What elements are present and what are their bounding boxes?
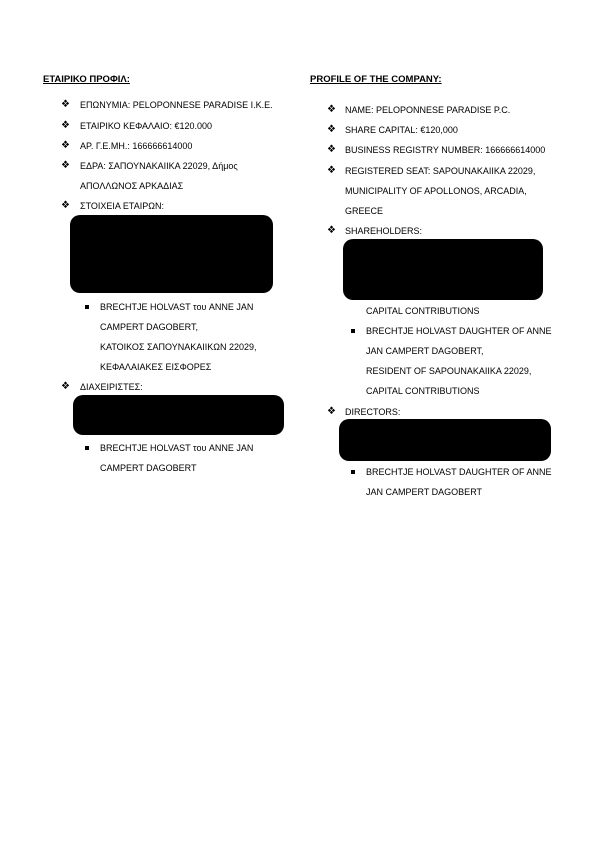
redaction-block bbox=[339, 419, 551, 461]
english-capital-contributions-line: CAPITAL CONTRIBUTIONS bbox=[366, 306, 480, 316]
diamond-bullet-icon: ❖ bbox=[61, 99, 70, 110]
diamond-bullet-icon: ❖ bbox=[61, 381, 70, 392]
english-registry-item: BUSINESS REGISTRY NUMBER: 166666614000 bbox=[345, 145, 546, 155]
redaction-block bbox=[343, 239, 543, 300]
diamond-bullet-icon: ❖ bbox=[327, 406, 336, 417]
greek-name-item: ΕΠΩΝΥΜΙΑ: PELOPONNESE PARADISE I.K.E. bbox=[80, 100, 273, 110]
english-shareholders-label: SHAREHOLDERS: bbox=[345, 226, 423, 236]
diamond-bullet-icon: ❖ bbox=[327, 165, 336, 176]
english-directors-label: DIRECTORS: bbox=[345, 407, 401, 417]
english-seat-item-continued: MUNICIPALITY OF APOLLONOS, ARCADIA, bbox=[345, 186, 527, 196]
english-shareholder-line: JAN CAMPERT DAGOBERT, bbox=[366, 346, 484, 356]
diamond-bullet-icon: ❖ bbox=[327, 124, 336, 135]
english-shareholder-line: RESIDENT OF SAPOUNAKAIIKA 22029, bbox=[366, 366, 532, 376]
diamond-bullet-icon: ❖ bbox=[61, 140, 70, 151]
english-seat-item: REGISTERED SEAT: SAPOUNAKAIIKA 22029, bbox=[345, 166, 536, 176]
english-director-line: JAN CAMPERT DAGOBERT bbox=[366, 487, 483, 497]
redaction-block bbox=[70, 215, 273, 293]
english-capital-item: SHARE CAPITAL: €120,000 bbox=[345, 125, 458, 135]
greek-shareholder-line: CAMPERT DAGOBERT, bbox=[100, 322, 199, 332]
diamond-bullet-icon: ❖ bbox=[327, 225, 336, 236]
english-director-line: BRECHTJE HOLVAST DAUGHTER OF ANNE bbox=[366, 467, 552, 477]
diamond-bullet-icon: ❖ bbox=[61, 200, 70, 211]
redaction-block bbox=[73, 395, 284, 435]
greek-director-line: BRECHTJE HOLVAST του ANNE JAN bbox=[100, 443, 254, 453]
square-bullet-icon bbox=[351, 470, 355, 474]
english-seat-item-continued: GREECE bbox=[345, 206, 384, 216]
greek-director-line: CAMPERT DAGOBERT bbox=[100, 463, 197, 473]
square-bullet-icon bbox=[351, 329, 355, 333]
greek-registry-item: ΑΡ. Γ.Ε.ΜΗ.: 166666614000 bbox=[80, 141, 193, 151]
square-bullet-icon bbox=[85, 305, 89, 309]
diamond-bullet-icon: ❖ bbox=[327, 144, 336, 155]
greek-shareholder-line: BRECHTJE HOLVAST του ANNE JAN bbox=[100, 302, 254, 312]
english-name-item: NAME: PELOPONNESE PARADISE P.C. bbox=[345, 105, 511, 115]
diamond-bullet-icon: ❖ bbox=[61, 120, 70, 131]
greek-capital-item: ΕΤΑΙΡΙΚΟ ΚΕΦΑΛΑΙΟ: €120.000 bbox=[80, 121, 213, 131]
english-shareholder-line: CAPITAL CONTRIBUTIONS bbox=[366, 386, 480, 396]
greek-shareholder-line: ΚΕΦΑΛΑΙΑΚΕΣ ΕΙΣΦΟΡΕΣ bbox=[100, 362, 212, 372]
greek-profile-heading: ΕΤΑΙΡΙΚΟ ΠΡΟΦΙΛ: bbox=[43, 74, 130, 85]
diamond-bullet-icon: ❖ bbox=[327, 104, 336, 115]
english-shareholder-line: BRECHTJE HOLVAST DAUGHTER OF ANNE bbox=[366, 326, 552, 336]
square-bullet-icon bbox=[85, 446, 89, 450]
diamond-bullet-icon: ❖ bbox=[61, 160, 70, 171]
greek-shareholders-label: ΣΤΟΙΧΕΙΑ ΕΤΑΙΡΩΝ: bbox=[80, 201, 164, 211]
greek-shareholder-line: ΚΑΤΟΙΚΟΣ ΣΑΠΟΥΝΑΚΑΙΙΚΩΝ 22029, bbox=[100, 342, 257, 352]
greek-seat-item: ΕΔΡΑ: ΣΑΠΟΥΝΑΚΑΙΙΚΑ 22029, Δήμος bbox=[80, 161, 238, 171]
greek-seat-item-continued: ΑΠΟΛΛΩΝΟΣ ΑΡΚΑΔΙΑΣ bbox=[80, 181, 184, 191]
english-profile-heading: PROFILE OF THE COMPANY: bbox=[310, 74, 442, 85]
greek-directors-label: ΔΙΑΧΕΙΡΙΣΤΕΣ: bbox=[80, 382, 143, 392]
